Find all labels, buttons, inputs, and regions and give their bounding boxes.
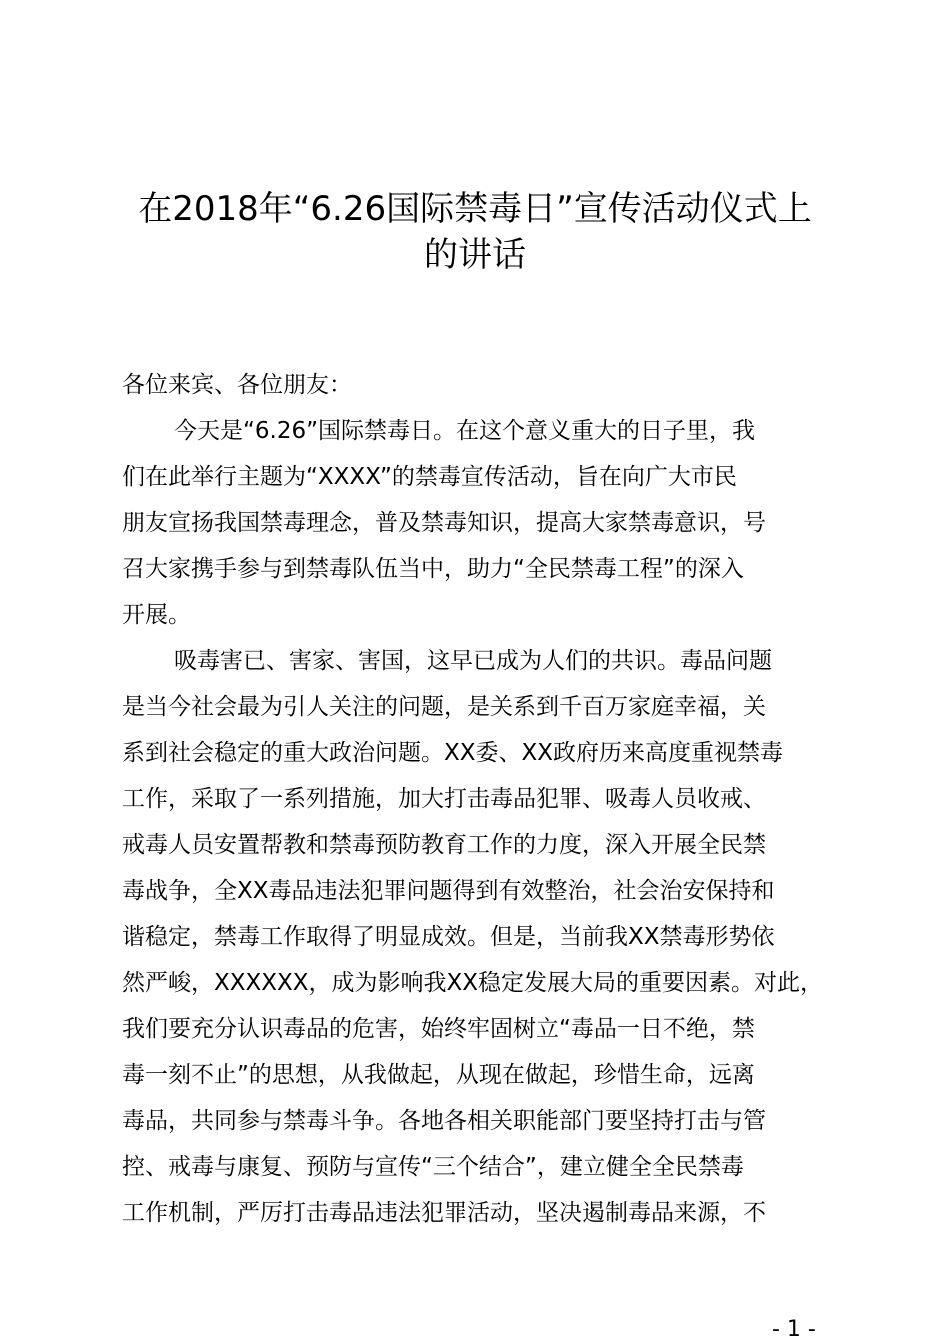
paragraph-2 (122, 638, 882, 1236)
page-number: - 1 - (772, 1317, 816, 1342)
paragraph-line: 毒一刻不止”的思想，从我做起，从现在做起，珍惜生命，远离 (122, 1062, 755, 1088)
paragraph-1 (122, 408, 882, 638)
paragraph-line: 我们要充分认识毒品的危害，始终牢固树立“毒品一日不绝，禁 (122, 1016, 755, 1042)
paragraph-line: 谐稳定，禁毒工作取得了明显成效。但是，当前我XX禁毒形势依 (122, 924, 775, 950)
paragraph-line: 今天是“6.26”国际禁毒日。在这个意义重大的日子里，我 (174, 418, 756, 444)
paragraph-line: 召大家携手参与到禁毒队伍当中，助力“全民禁毒工程”的深入 (122, 556, 744, 582)
paragraph-line: 朋友宣扬我国禁毒理念，普及禁毒知识，提高大家禁毒意识，号 (122, 510, 766, 536)
paragraph-line: 吸毒害已、害家、害国，这早已成为人们的共识。毒品问题 (174, 648, 772, 674)
paragraph-line: 戒毒人员安置帮教和禁毒预防教育工作的力度，深入开展全民禁 (122, 832, 766, 858)
paragraph-line: 开展。 (122, 602, 191, 628)
paragraph-line: 们在此举行主题为“XXXX”的禁毒宣传活动，旨在向广大市民 (122, 464, 737, 490)
paragraph-line: 工作，采取了一系列措施，加大打击毒品犯罪、吸毒人员收戒、 (122, 786, 766, 812)
paragraph-line: 毒战争，全XX毒品违法犯罪问题得到有效整治，社会治安保持和 (122, 878, 775, 904)
salutation: 各位来宾、各位朋友： (122, 372, 352, 398)
document-title (100, 186, 850, 278)
title-line: 在2018年“6.26国际禁毒日”宣传活动仪式上 (138, 189, 812, 229)
paragraph-line: 然严峻，XXXXXX，成为影响我XX稳定发展大局的重要因素。对此， (122, 970, 824, 996)
title-line: 的讲话 (424, 235, 526, 275)
paragraph-line: 毒品，共同参与禁毒斗争。各地各相关职能部门要坚持打击与管 (122, 1108, 766, 1134)
paragraph-line: 控、戒毒与康复、预防与宣传“三个结合”，建立健全全民禁毒 (122, 1154, 744, 1180)
paragraph-line: 工作机制，严厉打击毒品违法犯罪活动，坚决遏制毒品来源，不 (122, 1200, 766, 1226)
paragraph-line: 是当今社会最为引人关注的问题，是关系到千百万家庭幸福，关 (122, 694, 766, 720)
document-body (122, 362, 882, 1236)
paragraph-line: 系到社会稳定的重大政治问题。XX委、XX政府历来高度重视禁毒 (122, 740, 784, 766)
